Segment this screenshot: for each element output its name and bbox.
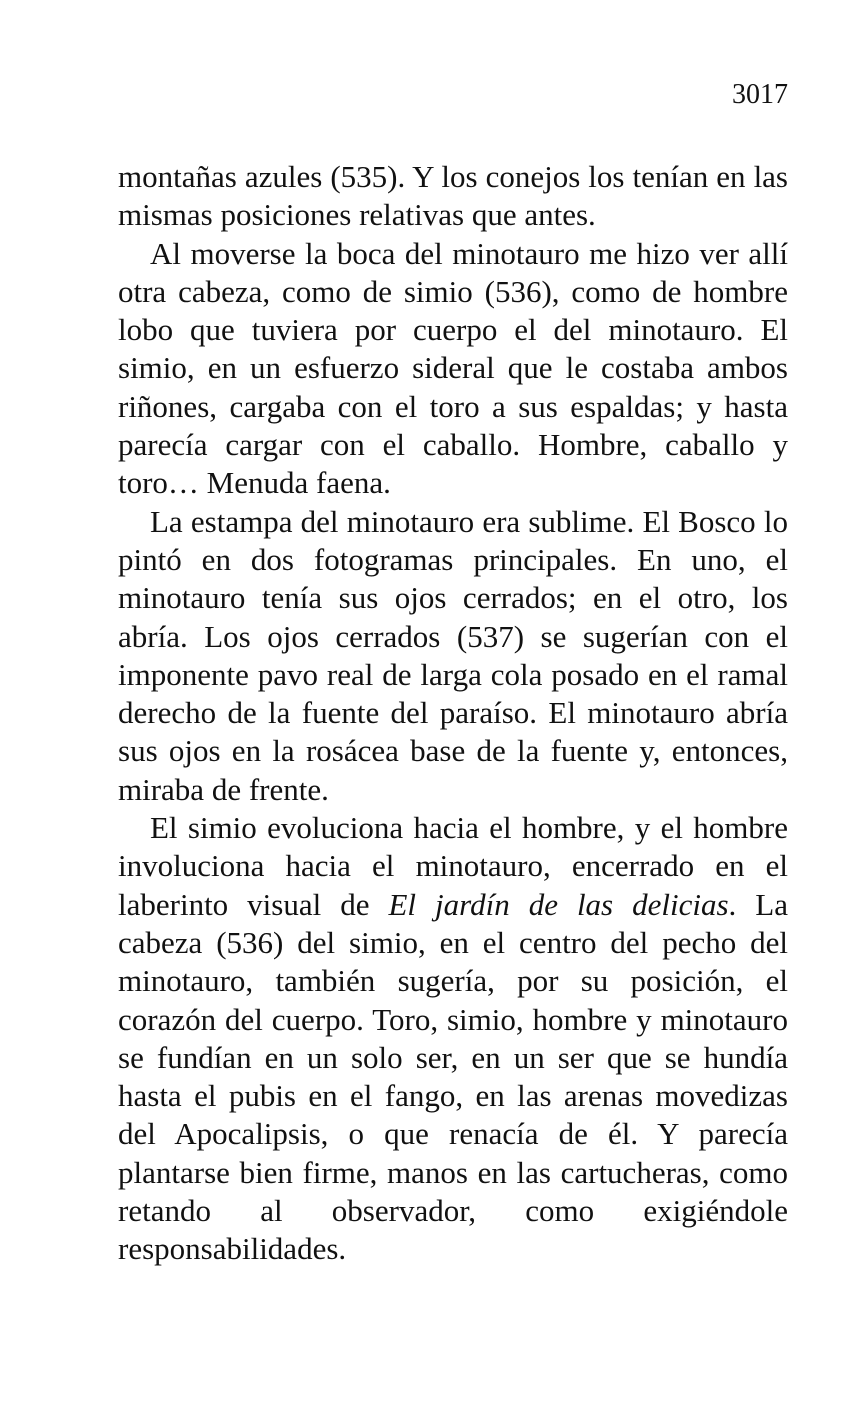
body-text [118, 158, 788, 1269]
paragraph-1: montañas azules (535). Y los conejos los tenían en las mismas posiciones relativas que antes. [118, 159, 788, 233]
paragraph-4-text-after-title: . La cabeza (536) del simio, en el centro del pecho del minotauro, también sugería, por su posición, el corazón del cuerpo. Toro, simio, hombre y minotauro se fundían en un solo ser, en un ser que se hundía hasta el pubis en el fango, en las arenas movedizas del Apocalipsis, o que renacía de él. Y parecía plantarse bien firme, manos en las cartucheras, como retando al observador, como exigiéndole responsabilidades. [118, 886, 788, 1267]
paragraph-3: La estampa del minotauro era sublime. El Bosco lo pintó en dos fotogramas principales. En uno, el minotauro tenía sus ojos cerrados; en el otro, los abría. Los ojos cerrados (537) se sugerían con el imponente pavo real de larga cola posado en el ramal derecho de la fuente del paraíso. El minotauro abría sus ojos en la rosácea base de la fuente y, entonces, miraba de frente. [118, 503, 788, 807]
paragraph-2: Al moverse la boca del minotauro me hizo ver allí otra cabeza, como de simio (536), como de hombre lobo que tuviera por cuerpo el del minotauro. El simio, en un esfuerzo sideral que le costaba ambos riñones, cargaba con el toro a sus espaldas; y hasta parecía cargar con el caballo. Hombre, caballo y toro… Menuda faena. [118, 235, 788, 501]
paragraph-4 [118, 809, 788, 1269]
page-number: 3017 [732, 79, 788, 110]
book-title: El jardín de las delicias [388, 886, 729, 922]
paragraph-4-text-before-title: El simio evoluciona hacia el hombre, y el hombre involuciona hacia el minotauro, encerrado en el laberinto visual de [118, 810, 788, 922]
